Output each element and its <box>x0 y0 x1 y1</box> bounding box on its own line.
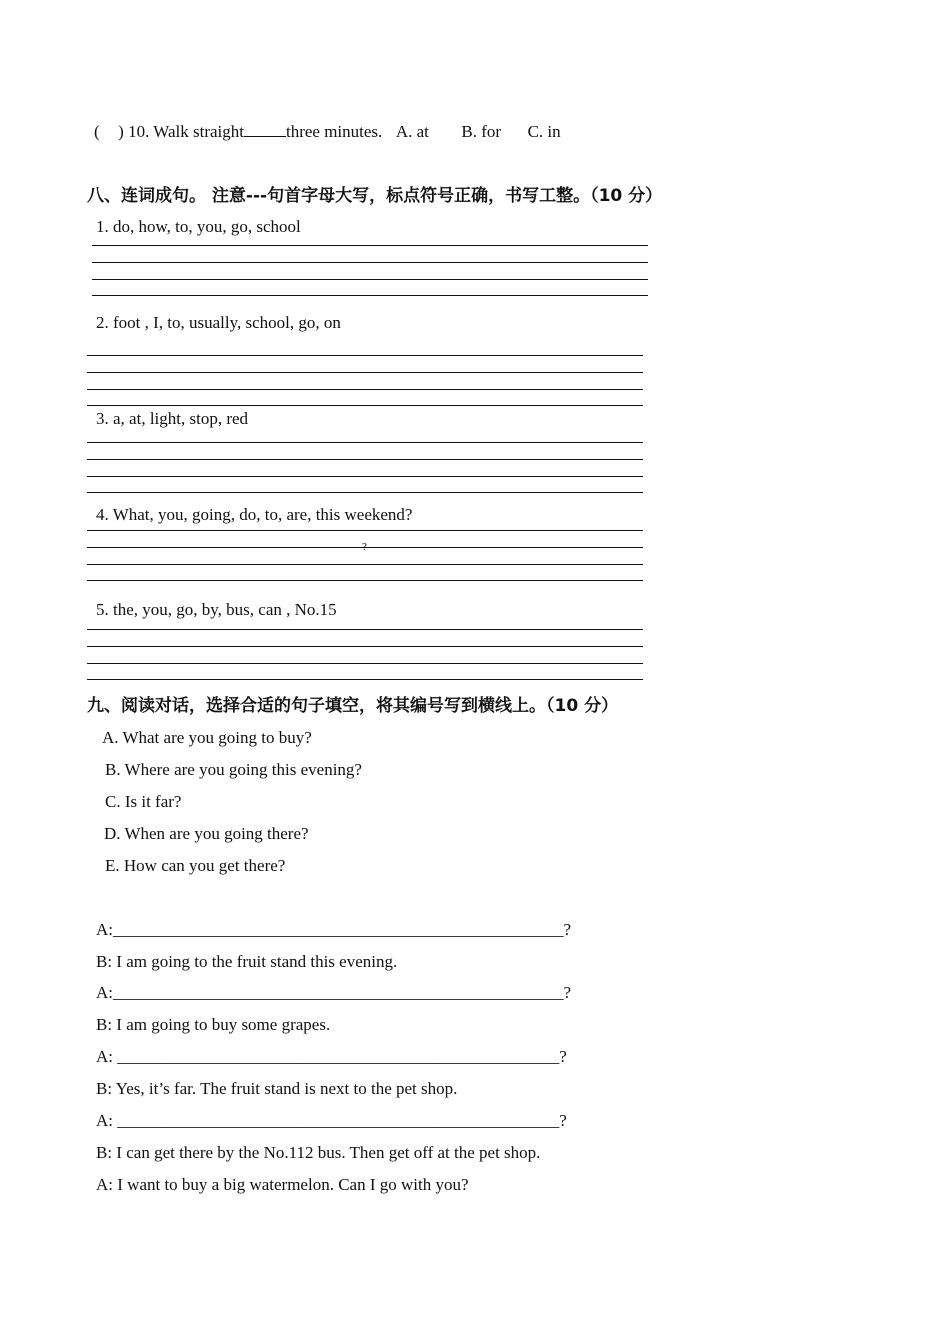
sentence-item-4: 4. What, you, going, do, to, are, this weekend? <box>96 505 413 524</box>
writing-line[interactable] <box>92 245 648 246</box>
writing-line[interactable] <box>87 679 643 680</box>
writing-line[interactable] <box>87 564 643 565</box>
sentence-item-3: 3. a, at, light, stop, red <box>96 409 249 428</box>
dialogue-line-4: B: I am going to buy some grapes. <box>96 1015 331 1034</box>
writing-line[interactable] <box>87 442 643 443</box>
section-8-heading: 八、连词成句。 注意---句首字母大写，标点符号正确，书写工整。（10 分） <box>87 186 663 206</box>
dialogue-line-3[interactable]: A:_____________________________________________________? <box>96 983 572 1002</box>
question-10 <box>94 122 561 142</box>
option-a: A. at <box>395 122 429 141</box>
writing-line[interactable] <box>87 372 643 373</box>
writing-line[interactable] <box>87 492 643 493</box>
option-c: C. in <box>527 122 561 141</box>
writing-line[interactable] <box>92 295 648 296</box>
writing-line[interactable] <box>87 530 643 531</box>
writing-line[interactable] <box>87 355 643 356</box>
question-10-text: ) 10. Walk straight <box>118 122 244 141</box>
sentence-item-2: 2. foot , I, to, usually, school, go, on <box>96 313 341 332</box>
choice-option-b: B. Where are you going this evening? <box>105 760 362 779</box>
sentence-item-1: 1. do, how, to, you, go, school <box>96 217 301 236</box>
option-b: B. for <box>461 122 502 141</box>
writing-line[interactable] <box>87 389 643 390</box>
choice-option-e: E. How can you get there? <box>105 856 286 875</box>
dialogue-line-7[interactable]: A: ____________________________________________________? <box>96 1111 567 1130</box>
dialogue-line-5[interactable]: A: ____________________________________________________? <box>96 1047 567 1066</box>
writing-line[interactable] <box>87 646 643 647</box>
writing-line[interactable] <box>92 262 648 263</box>
dialogue-line-9: A: I want to buy a big watermelon. Can I go with you? <box>96 1175 469 1194</box>
dialogue-line-6: B: Yes, it’s far. The fruit stand is next to the pet shop. <box>96 1079 458 1098</box>
answer-paren-open: ( <box>94 122 100 141</box>
answer-blank[interactable] <box>244 122 286 137</box>
writing-line[interactable] <box>87 476 643 477</box>
writing-line[interactable] <box>87 580 643 581</box>
question-mark-hint: ? <box>362 541 367 553</box>
writing-line[interactable] <box>87 405 643 406</box>
writing-line[interactable] <box>87 629 643 630</box>
section-9-heading: 九、阅读对话，选择合适的句子填空，将其编号写到横线上。（10 分） <box>87 696 619 716</box>
dialogue-line-8: B: I can get there by the No.112 bus. Then get off at the pet shop. <box>96 1143 541 1162</box>
dialogue-line-2: B: I am going to the fruit stand this evening. <box>96 952 398 971</box>
sentence-item-5: 5. the, you, go, by, bus, can , No.15 <box>96 600 337 619</box>
choice-option-a: A. What are you going to buy? <box>102 728 312 747</box>
writing-line[interactable] <box>87 459 643 460</box>
writing-line[interactable] <box>87 663 643 664</box>
writing-line[interactable] <box>92 279 648 280</box>
choice-option-c: C. Is it far? <box>105 792 182 811</box>
dialogue-line-1[interactable]: A:_____________________________________________________? <box>96 920 572 939</box>
choice-option-d: D. When are you going there? <box>104 824 309 843</box>
question-10-rest: three minutes. <box>285 122 383 141</box>
